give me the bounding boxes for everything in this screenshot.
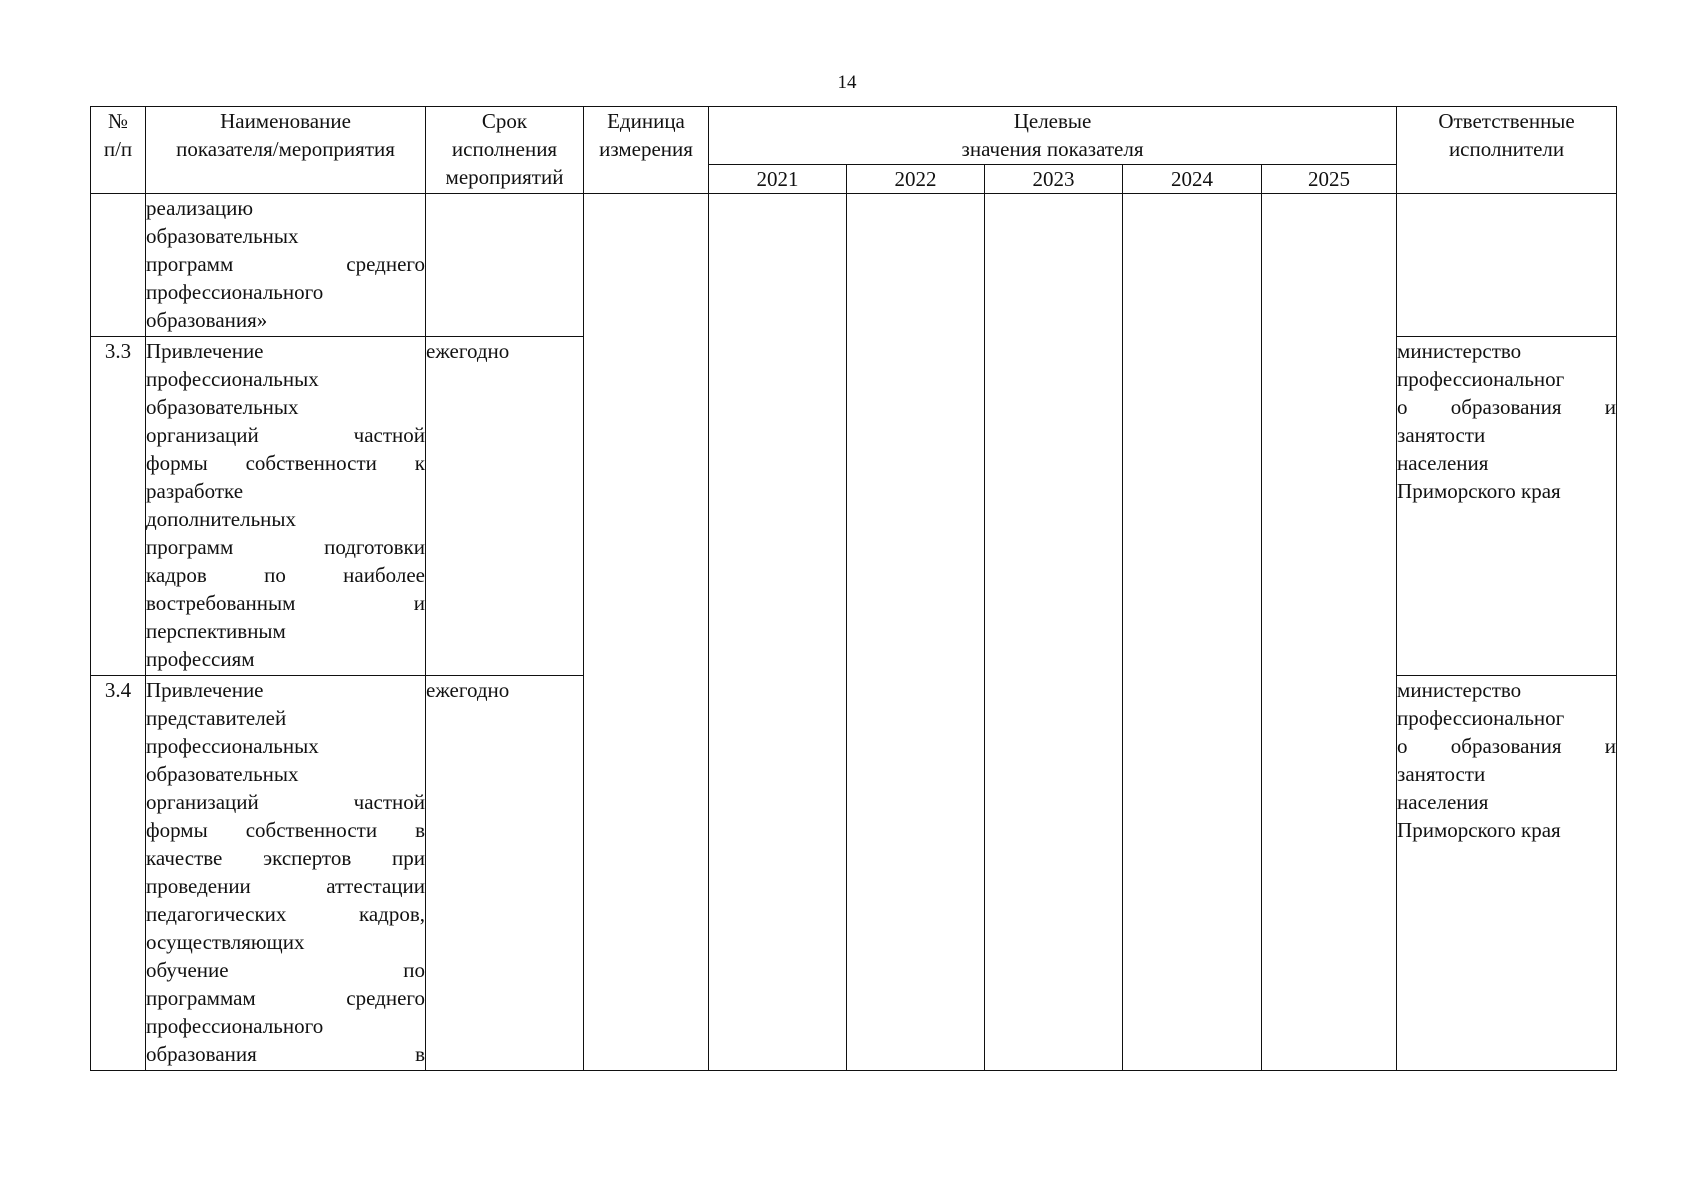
- row-name-line: формы собственности к: [146, 451, 425, 475]
- header-year-2022: 2022: [847, 164, 985, 193]
- row-responsible-line: о образования и: [1397, 395, 1617, 419]
- row-name-line: программ подготовки: [146, 535, 425, 559]
- row-name-line: обучение по: [146, 958, 425, 982]
- row-name: [146, 337, 426, 676]
- row-name-line: организаций частной: [146, 790, 425, 814]
- header-term: [426, 107, 584, 194]
- header-targets: [709, 107, 1397, 165]
- row-responsible-line: министерство: [1397, 678, 1522, 702]
- row-unit: [584, 194, 709, 1071]
- row-name-line: Привлечение: [146, 678, 264, 702]
- header-num-line-2: п/п: [103, 137, 133, 161]
- row-term: ежегодно: [426, 337, 584, 676]
- header-unit-line-2: измерения: [599, 137, 693, 161]
- row-name-line: представителей: [146, 706, 287, 730]
- indicators-table: [90, 106, 1617, 1071]
- row-term: [426, 194, 584, 337]
- row-value-2024: [1123, 194, 1262, 1071]
- row-value-2023: [985, 194, 1123, 1071]
- row-responsible-line: профессиональног: [1397, 706, 1565, 730]
- row-term: ежегодно: [426, 676, 584, 1071]
- row-name-line: образовательных: [146, 762, 299, 786]
- row-name-line: Привлечение: [146, 339, 264, 363]
- row-responsible-line: профессиональног: [1397, 367, 1565, 391]
- row-responsible-line: министерство: [1397, 339, 1522, 363]
- row-responsible: [1397, 337, 1617, 676]
- header-year-2023: 2023: [985, 164, 1123, 193]
- header-name: [146, 107, 426, 194]
- header-unit-line-1: Единица: [607, 109, 685, 133]
- row-name-line: осуществляющих: [146, 930, 305, 954]
- row-name-line: образовательных: [146, 224, 299, 248]
- row-name-line: формы собственности в: [146, 818, 425, 842]
- row-name: [146, 676, 426, 1071]
- row-responsible-line: населения: [1397, 790, 1489, 814]
- header-responsible-line-2: исполнители: [1448, 137, 1565, 161]
- header-year-2024: 2024: [1123, 164, 1262, 193]
- row-responsible: [1397, 676, 1617, 1071]
- row-name-line: дополнительных: [146, 507, 297, 531]
- row-name-line: перспективным: [146, 619, 286, 643]
- header-year-2021: 2021: [709, 164, 847, 193]
- row-responsible: [1397, 194, 1617, 337]
- header-term-line-1: Срок: [481, 109, 528, 133]
- row-responsible-line: занятости: [1397, 762, 1486, 786]
- header-term-line-3: мероприятий: [445, 165, 564, 189]
- row-name-line: качестве экспертов при: [146, 846, 425, 870]
- header-responsible-line-1: Ответственные: [1438, 109, 1575, 133]
- page-number: 14: [837, 72, 857, 93]
- row-name-line: профессионального: [146, 280, 324, 304]
- header-name-line-2: показателя/мероприятия: [176, 137, 395, 161]
- row-responsible-line: о образования и: [1397, 734, 1617, 758]
- row-name-line: образования»: [146, 308, 268, 332]
- header-year-2025: 2025: [1262, 164, 1397, 193]
- header-name-line-1: Наименование: [220, 109, 351, 133]
- row-name-line: профессиональных: [146, 367, 319, 391]
- header-responsible: [1397, 107, 1617, 194]
- row-name-line: программ среднего: [146, 252, 425, 276]
- header-num: [91, 107, 146, 194]
- row-name-line: образовательных: [146, 395, 299, 419]
- row-name-line: кадров по наиболее: [146, 563, 425, 587]
- header-targets-line-2: значения показателя: [961, 137, 1144, 161]
- row-name-line: профессиям: [146, 647, 255, 671]
- row-name-line: программам среднего: [146, 986, 425, 1010]
- row-name-line: разработке: [146, 479, 244, 503]
- row-name-line: профессионального: [146, 1014, 324, 1038]
- header-term-line-2: исполнения: [451, 137, 558, 161]
- row-value-2022: [847, 194, 985, 1071]
- row-name-line: организаций частной: [146, 423, 425, 447]
- row-responsible-line: Приморского края: [1397, 818, 1561, 842]
- row-value-2025: [1262, 194, 1397, 1071]
- table-row: [91, 194, 1617, 337]
- row-num: 3.3: [91, 337, 146, 676]
- row-num: 3.4: [91, 676, 146, 1071]
- row-value-2021: [709, 194, 847, 1071]
- row-responsible-line: Приморского края: [1397, 479, 1561, 503]
- row-name-line: реализацию: [146, 196, 254, 220]
- row-responsible-line: занятости: [1397, 423, 1486, 447]
- row-name-line: профессиональных: [146, 734, 319, 758]
- row-name-line: образования в: [146, 1042, 425, 1066]
- row-name-line: востребованным и: [146, 591, 425, 615]
- row-name: [146, 194, 426, 337]
- row-name-line: проведении аттестации: [146, 874, 425, 898]
- header-num-line-1: №: [107, 109, 129, 133]
- header-row-1: [91, 107, 1617, 165]
- row-num: [91, 194, 146, 337]
- row-responsible-line: населения: [1397, 451, 1489, 475]
- header-unit: [584, 107, 709, 194]
- row-name-line: педагогических кадров,: [146, 902, 425, 926]
- header-targets-line-1: Целевые: [1013, 109, 1092, 133]
